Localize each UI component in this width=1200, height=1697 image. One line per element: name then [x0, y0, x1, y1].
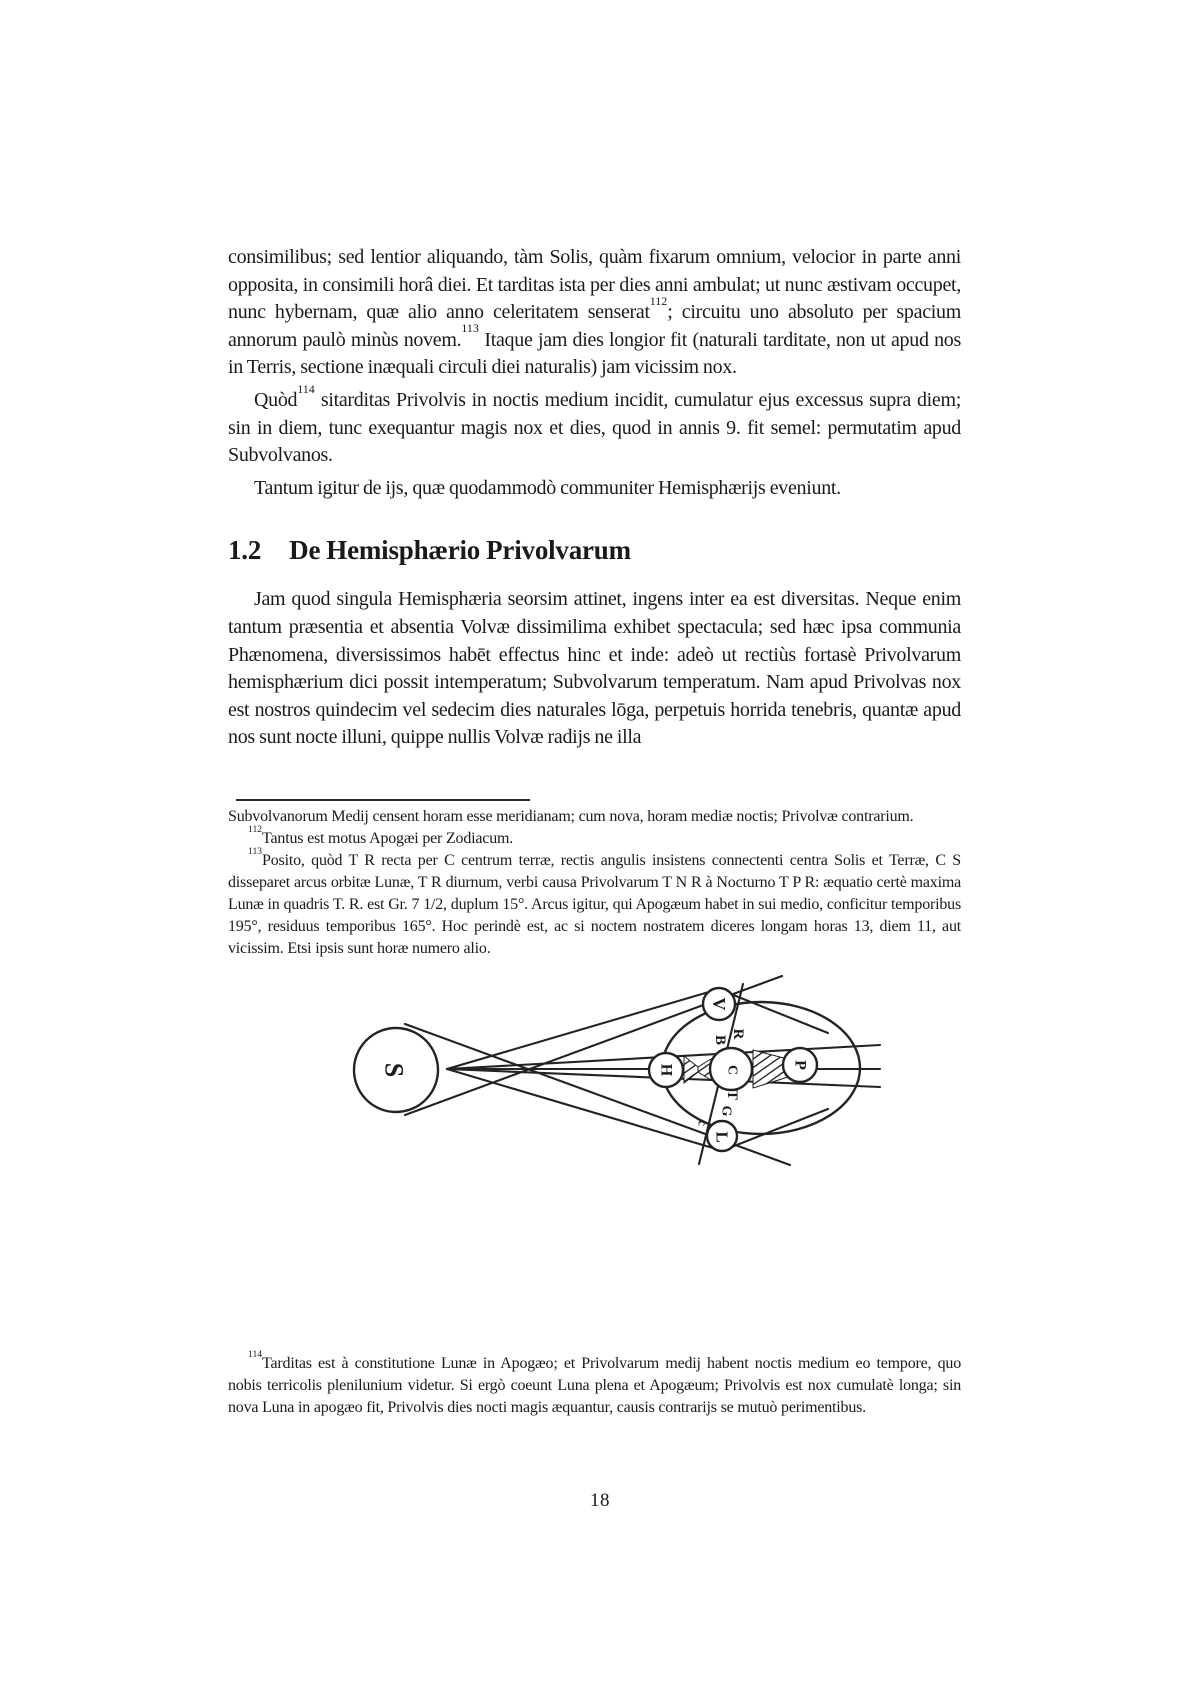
eclipse-diagram [350, 973, 887, 1179]
footnote-text: Tarditas est à constitutione Lunæ in Apogæo; et Privolvarum medij habent noctis medium eo tempore, quo nobis terricolis plenilunium videtur. Si ergò coeunt Luna plena et Apogæum; Privolvis est nox cumulatè longa; sin nova Luna in apogæo fit, Privolvis dies nocti magis æquantur, causis contrarijs se mutuò perimentibus. [228, 1355, 961, 1416]
page-number: 18 [590, 1490, 610, 1511]
section-number: 1.2 [228, 535, 262, 566]
footnote-marker: 114 [248, 1349, 263, 1361]
paragraph: Jam quod singula Hemisphæria seorsim attinet, ingens inter ea est diversitas. Neque enim tantum præsentia et absentia Volvæ dissimilima exhibet spectacula; sed hæc ipsa communia Phænomena, diversissimos habēt effectus hinc et inde: adeò ut rectiùs fortasè Privolvarum hemisphærium dici possit intemperatum; Subvolvarum temperatum. Nam apud Privolvas nox est nostros quindecim vel sedecim dies naturales lōga, perpetuis horrida tenebris, quantæ apud nos sunt nocte illuni, quippe nullis Volvæ radijs ne illa [228, 588, 961, 749]
footnote-marker: 112 [649, 293, 668, 308]
footnote-continuation [228, 806, 961, 828]
footnote-text: Tantus est motus Apogæi per Zodiacum. [262, 830, 514, 847]
footnote-marker: 114 [297, 381, 315, 396]
footnote-112 [228, 824, 961, 850]
footnote-marker: 113 [248, 846, 263, 858]
section-title: De Hemisphærio Privolvarum [289, 535, 631, 566]
paragraph: consimilibus; sed lentior aliquando, tàm Solis, quàm fixarum omnium, velocior in parte anni opposita, in consimili horâ diei. Et tarditas ista per dies anni ambulat; ut nunc æstivam occupet, nunc hybernam, quæ alio anno celeritatem senserat$^{112}$; circuitu uno absoluto per spacium annorum paulò minùs novem.$^{113}$ Itaque jam dies longior fit (naturali tarditate, non ut apud nos in Terris, sectione inæquali circuli diei naturalis) jam vicissim nox. [228, 246, 961, 379]
footnote-114 [228, 1349, 961, 1419]
diagram-label-b: B [712, 1034, 728, 1046]
paragraph: Tantum igitur de ijs, quæ quodammodò communiter Hemisphærijs eveniunt. [254, 476, 841, 499]
eclipse-diagram-figure [350, 973, 887, 1179]
footnote-rule [236, 799, 530, 801]
diagram-label-c: C [724, 1064, 740, 1076]
footnote-114-block [228, 1337, 961, 1435]
diagram-label-sun: S [379, 1062, 409, 1078]
footnote-marker: 113 [461, 321, 479, 336]
footnote-113 [228, 846, 961, 960]
diagram-label-l: L [712, 1131, 732, 1143]
section-heading [228, 535, 961, 565]
diagram-label-c-small: c [695, 1120, 711, 1126]
diagram-label-h: H [657, 1063, 675, 1077]
footnote-marker: 112 [248, 824, 263, 836]
footnote-text: Subvolvanorum Medij censent horam esse meridianam; cum nova, horam mediæ noctis; Privolvæ contrarium. [228, 808, 914, 825]
body-text-column [228, 244, 961, 752]
footnotes-block [228, 806, 961, 960]
diagram-label-r: R [730, 1028, 746, 1040]
diagram-label-t: T [724, 1089, 740, 1101]
diagram-label-g: G [718, 1105, 734, 1117]
diagram-label-p: P [791, 1060, 809, 1070]
footnote-text: Posito, quòd T R recta per C centrum terræ, rectis angulis insistens connectenti centra Solis et Terræ, C S disseparet arcus orbitæ Lunæ, T R diurnum, verbi causa Privolvarum T N R à Nocturno T P R: æquatio certè maxima Lunæ in quadris T. R. est Gr. 7 1/2, duplum 15°. Arcus igitur, qui Apogæum habet in sui medio, conficitur temporibus 195°, residuus temporibus 165°. Hoc perindè est, ac si noctem nostratem diceres longam horas 13, diem 11, aut vicissim. Etsi ipsis sunt horæ numero alio. [228, 852, 961, 957]
paragraph: Quòd$^{114}$ sitarditas Privolvis in noctis medium incidit, cumulatur ejus excessus supra diem; sin in diem, tunc exequantur magis nox et dies, quod in annis 9. fit semel: permutatim apud Subvolvanos. [228, 381, 961, 467]
diagram-label-v: V [709, 997, 729, 1011]
